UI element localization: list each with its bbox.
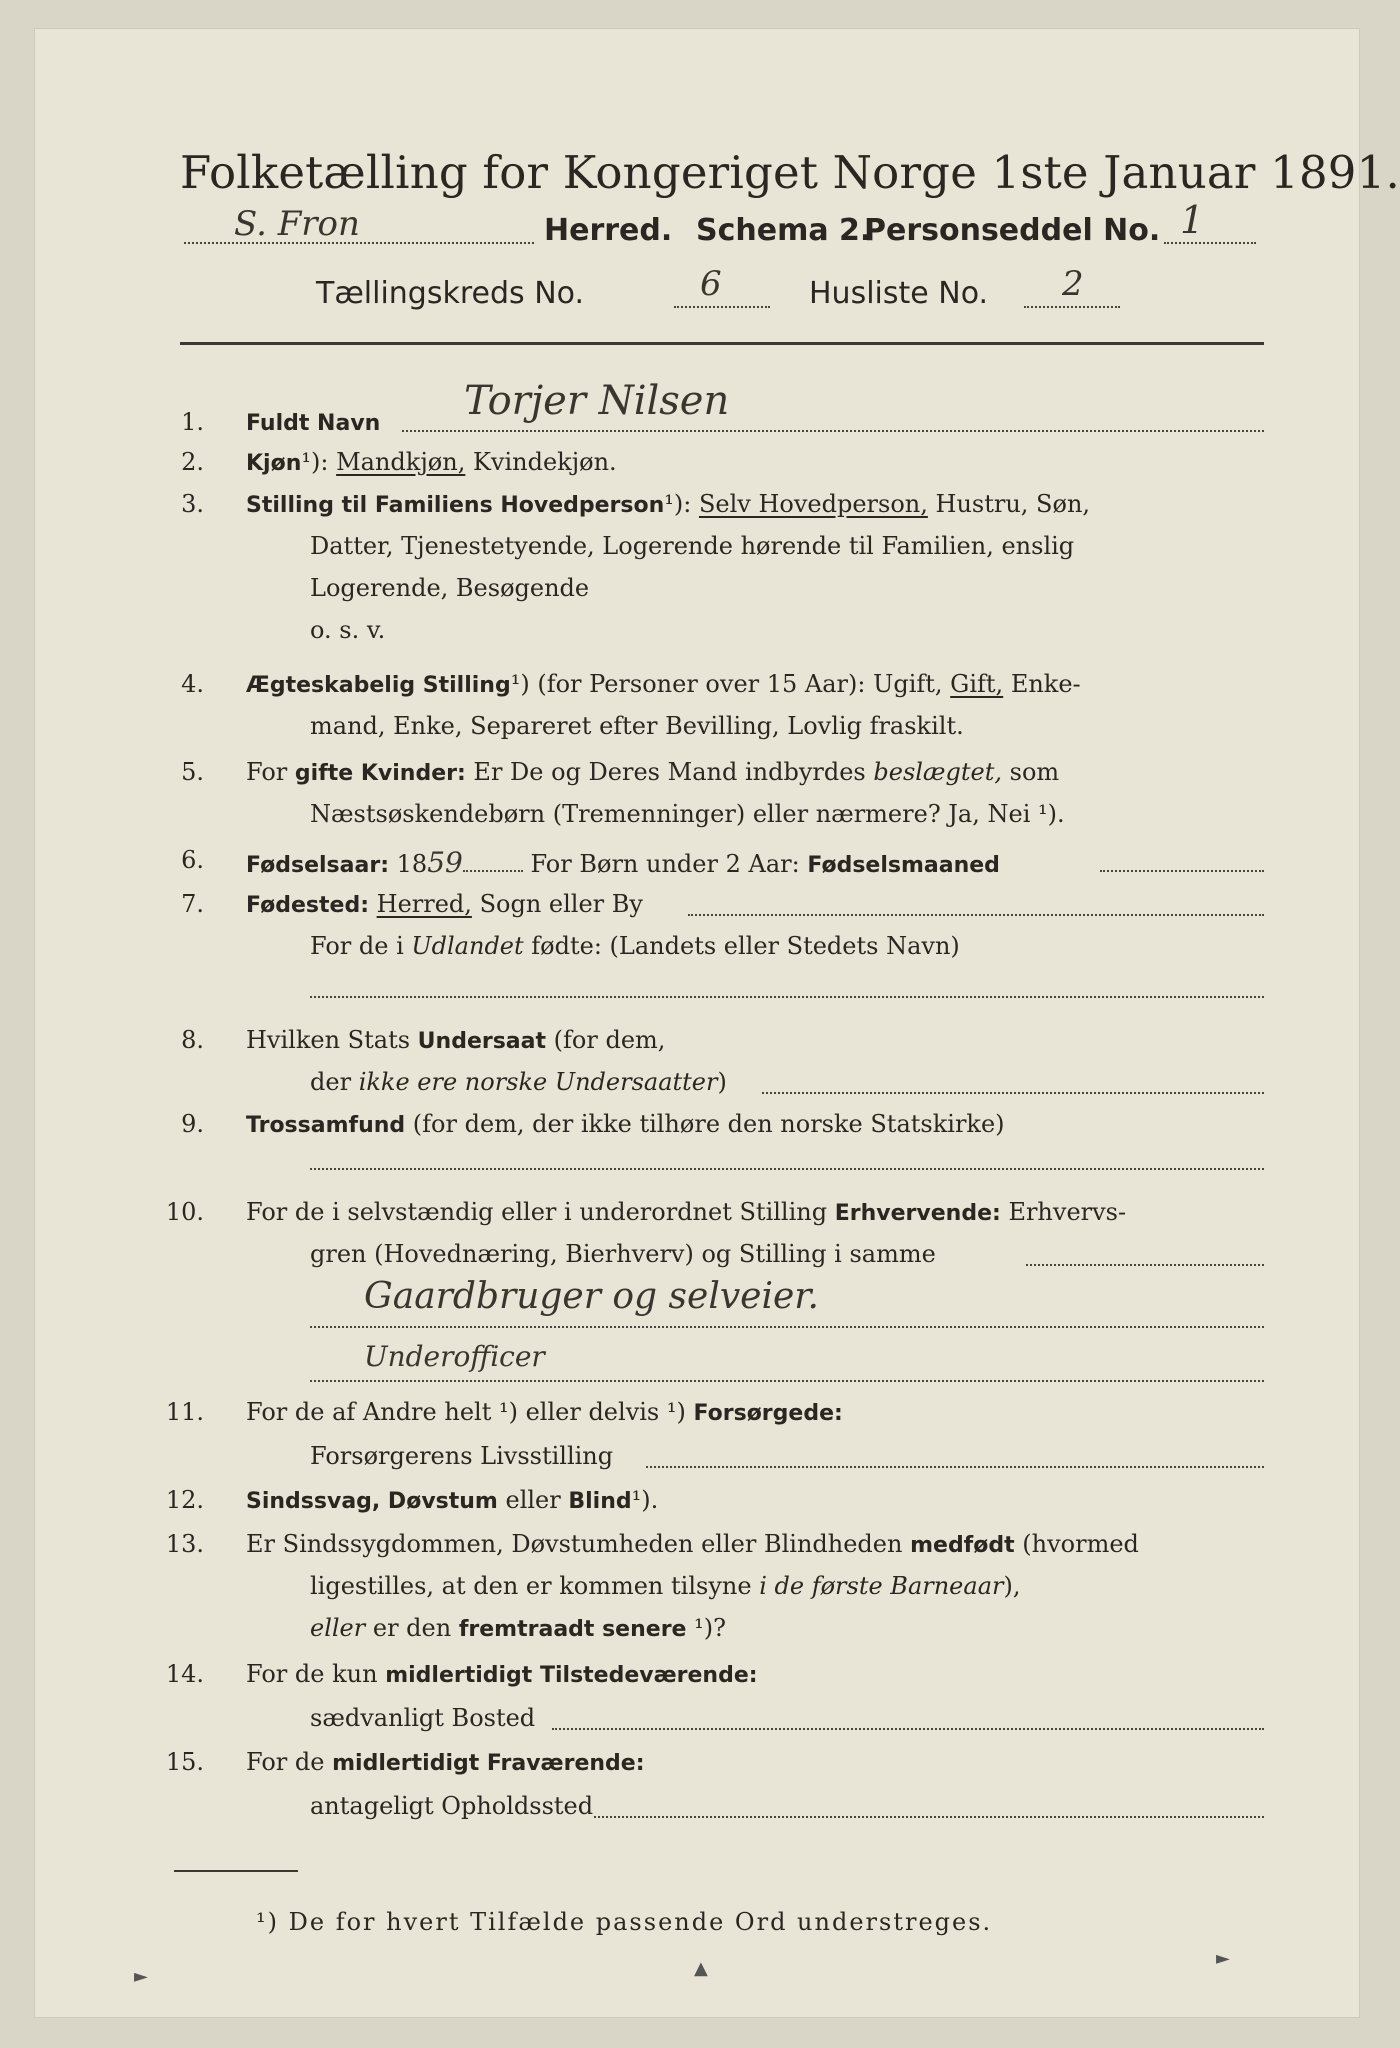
q13-line2: ligestilles, at den er kommen tilsyne i de første Barneaar),	[310, 1572, 1021, 1600]
item-number: 10.	[165, 1198, 204, 1226]
q9-text: Trossamfund (for dem, der ikke tilhøre den norske Statskirke)	[246, 1110, 1005, 1138]
q1-dots	[402, 430, 1264, 432]
taellingskreds-value: 6	[700, 264, 722, 304]
item-number: 4.	[181, 670, 204, 698]
footnote: ¹) De for hvert Tilfælde passende Ord understreges.	[256, 1908, 993, 1936]
footnote-rule	[174, 1870, 298, 1872]
item-number: 9.	[181, 1110, 204, 1138]
herred-label: Herred.	[544, 213, 673, 248]
item-number: 14.	[165, 1660, 204, 1688]
q4-line2: mand, Enke, Separeret efter Bevilling, Lovlig fraskilt.	[310, 712, 964, 740]
herred-dots	[184, 242, 534, 244]
q6-text: Fødselsaar: 1859 For Børn under 2 Aar: Fødselsmaaned	[246, 846, 1000, 879]
q11-dots	[646, 1466, 1264, 1468]
taellingskreds-label: Tællingskreds No.	[316, 276, 584, 311]
q10-line3-dots	[310, 1326, 1264, 1328]
q10-line2-dots	[1026, 1264, 1264, 1266]
q3-line4: o. s. v.	[310, 616, 386, 644]
item-number: 6.	[181, 846, 204, 874]
q14-dots	[552, 1728, 1264, 1730]
item-number: 12.	[165, 1486, 204, 1514]
form-title: Folketælling for Kongeriget Norge 1ste Januar 1891.	[180, 146, 1400, 199]
q4-text: Ægteskabelig Stilling¹) (for Personer over 15 Aar): Ugift, Gift, Enke-	[246, 670, 1081, 698]
q10-occupation-value2: Underofficer	[364, 1340, 545, 1373]
q3-line2: Datter, Tjenestetyende, Logerende hørende til Familien, enslig	[310, 532, 1075, 560]
personseddel-dots	[1164, 242, 1256, 244]
taellingskreds-dots	[674, 306, 770, 308]
schema-label: Schema 2.	[696, 213, 872, 248]
q3-line3: Logerende, Besøgende	[310, 574, 590, 602]
q8-line2: der ikke ere norske Undersaatter)	[310, 1068, 727, 1096]
q7-line2: For de i Udlandet fødte: (Landets eller Stedets Navn)	[310, 932, 960, 960]
item-number: 5.	[181, 758, 204, 786]
q13-line3: eller er den fremtraadt senere ¹)?	[310, 1614, 726, 1642]
q10-text: For de i selvstændig eller i underordnet Stilling Erhvervende: Erhvervs-	[246, 1198, 1127, 1226]
q9-dots	[310, 1168, 1264, 1170]
q7-dots	[688, 914, 1264, 916]
husliste-label: Husliste No.	[809, 276, 989, 311]
q10-line2: gren (Hovednæring, Bierhverv) og Stilling i samme	[310, 1240, 936, 1268]
q15-line2: antageligt Opholdssted	[310, 1792, 594, 1820]
q1-name-value: Torjer Nilsen	[464, 378, 730, 424]
margin-mark-left: ►	[134, 1966, 148, 1987]
personseddel-label: Personseddel No.	[864, 213, 1161, 248]
q11-text: For de af Andre helt ¹) eller delvis ¹) Forsørgede:	[246, 1398, 843, 1426]
item-number: 13.	[165, 1530, 204, 1558]
q7-text: Fødested: Herred, Sogn eller By	[246, 890, 643, 918]
q2-text: Kjøn¹): Mandkjøn, Kvindekjøn.	[246, 448, 617, 476]
header-rule	[180, 342, 1264, 345]
q5-text: For gifte Kvinder: Er De og Deres Mand indbyrdes beslægtet, som	[246, 758, 1060, 786]
q13-text: Er Sindssygdommen, Døvstumheden eller Blindheden medfødt (hvormed	[246, 1530, 1139, 1558]
q8-dots	[762, 1092, 1264, 1094]
q7-line3-dots	[310, 996, 1264, 998]
q15-text: For de midlertidigt Fraværende:	[246, 1748, 645, 1776]
item-number: 3.	[181, 490, 204, 518]
item-number: 1.	[181, 408, 204, 436]
q10-line4-dots	[310, 1380, 1264, 1382]
item-number: 15.	[165, 1748, 204, 1776]
item-number: 7.	[181, 890, 204, 918]
q8-text: Hvilken Stats Undersaat (for dem,	[246, 1026, 666, 1054]
margin-mark-center: ▲	[694, 1958, 708, 1979]
census-form	[34, 28, 1400, 2018]
q5-line2: Næstsøskendebørn (Tremenninger) eller nærmere? Ja, Nei ¹).	[310, 800, 1065, 828]
item-number: 8.	[181, 1026, 204, 1054]
item-number: 11.	[165, 1398, 204, 1426]
q14-text: For de kun midlertidigt Tilstedeværende:	[246, 1660, 758, 1688]
personseddel-value: 1	[1180, 198, 1205, 242]
q6-dots	[1100, 870, 1264, 872]
q10-occupation-value: Gaardbruger og selveier.	[364, 1276, 819, 1317]
q1-label: Fuldt Navn	[246, 411, 381, 436]
q11-line2: Forsørgerens Livsstilling	[310, 1442, 614, 1470]
herred-value: S. Fron	[234, 204, 360, 244]
q12-text: Sindssvag, Døvstum eller Blind¹).	[246, 1486, 659, 1514]
item-number: 2.	[181, 448, 204, 476]
husliste-value: 2	[1062, 264, 1084, 304]
q14-line2: sædvanligt Bosted	[310, 1704, 536, 1732]
margin-mark-right: ►	[1216, 1948, 1230, 1969]
husliste-dots	[1024, 306, 1120, 308]
q3-text: Stilling til Familiens Hovedperson¹): Selv Hovedperson, Hustru, Søn,	[246, 490, 1091, 518]
q15-dots	[594, 1816, 1264, 1818]
